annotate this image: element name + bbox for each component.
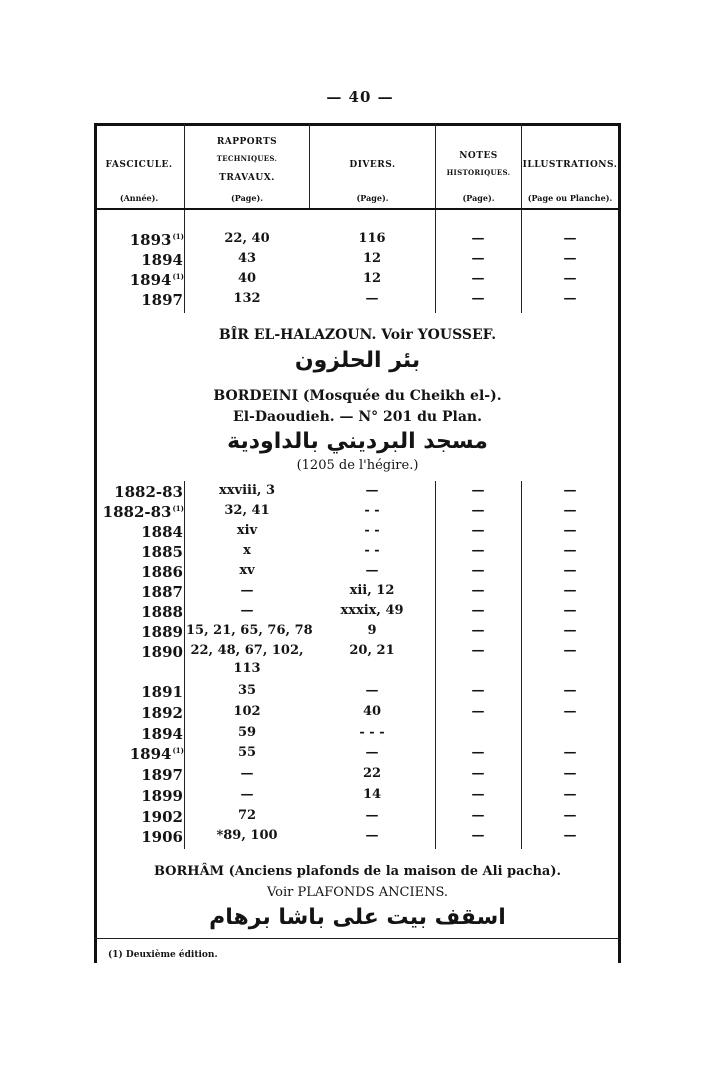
illustrations-cell: — [563, 291, 577, 306]
year-cell: 1891 [141, 683, 183, 701]
notes-cell: — [471, 503, 485, 518]
year-cell: 1887 [141, 583, 183, 601]
rapports-cell: 43 [237, 251, 257, 266]
illustrations-cell: — [563, 603, 577, 618]
notes-cell: — [471, 251, 485, 266]
notes-cell: — [471, 583, 485, 598]
divers-cell: 40 [362, 704, 382, 719]
year-cell: 1899 [141, 787, 183, 805]
notes-cell: — [471, 704, 485, 719]
entry-subtitle-bordeini: El-Daoudieh. — N° 201 du Plan. [233, 409, 482, 425]
entry-title-bir-el-halazoun: BÎR EL-HALAZOUN. Voir YOUSSEF. [218, 327, 497, 343]
year-cell: 1889 [141, 623, 183, 641]
notes-cell: — [471, 543, 485, 558]
table-row [94, 828, 621, 848]
year-cell: 1884 [141, 523, 183, 541]
rapports-cell: 35 [237, 683, 257, 698]
notes-cell: — [471, 271, 485, 286]
divers-cell: xii, 12 [349, 583, 395, 598]
divers-cell: - - [364, 543, 380, 558]
illustrations-cell: — [563, 483, 577, 498]
table-row [94, 231, 621, 251]
year-cell: 1897 [141, 291, 183, 309]
rapports-cell: xxviii, 3 [219, 483, 275, 498]
arabic-name-bordeini: مسجد البرديني بالداودية [227, 429, 488, 454]
year-cell: 1894 [141, 251, 183, 269]
rapports-cell: 72 [237, 808, 257, 823]
index-table [94, 123, 621, 963]
arabic-name-bir-el-halazoun: بئر الحلزون [294, 348, 421, 373]
page-number: — 40 — [326, 88, 394, 106]
year-cell: 1893$^{(1)}$ [129, 231, 184, 249]
rapports-cell: 113 [233, 661, 261, 676]
rapports-cell: — [240, 583, 254, 598]
table-row [94, 766, 621, 786]
illustrations-cell: — [563, 623, 577, 638]
table-row [94, 661, 621, 681]
entry-subtitle-borham: Voir PLAFONDS ANCIENS. [266, 885, 449, 900]
notes-cell: — [471, 683, 485, 698]
notes-cell: — [471, 787, 485, 802]
illustrations-cell: — [563, 523, 577, 538]
header-rapports-line1: RAPPORTS [216, 137, 278, 147]
divers-cell: - - [364, 523, 380, 538]
header-illustrations [522, 123, 618, 209]
illustrations-cell: — [563, 563, 577, 578]
header-rapports-line2: TECHNIQUES. [216, 154, 278, 163]
table-row [94, 523, 621, 543]
hegire-date: (1205 de l'hégire.) [296, 458, 419, 473]
header-divers [310, 123, 435, 209]
rapports-cell: 55 [237, 745, 257, 760]
illustrations-cell: — [563, 543, 577, 558]
entry-title-borham: BORHÂM (Anciens plafonds de la maison de Ali pacha). [153, 864, 562, 879]
divers-cell: — [365, 291, 379, 306]
rapports-cell: 40 [237, 271, 257, 286]
table-row [94, 563, 621, 583]
year-cell: 1882-83 [114, 483, 183, 501]
divers-cell: — [365, 828, 379, 843]
rapports-cell: 22, 40 [224, 231, 270, 246]
year-cell: 1894$^{(1)}$ [129, 271, 184, 289]
illustrations-cell: — [563, 704, 577, 719]
header-notes-unit: (Page). [462, 193, 495, 203]
notes-cell: — [471, 828, 485, 843]
notes-cell: — [471, 291, 485, 306]
rapports-cell: — [240, 603, 254, 618]
notes-cell: — [471, 643, 485, 658]
table-row [94, 271, 621, 291]
table-row [94, 683, 621, 703]
table-row [94, 543, 621, 563]
illustrations-cell: — [563, 828, 577, 843]
notes-cell: — [471, 766, 485, 781]
illustrations-cell: — [563, 745, 577, 760]
table-row [94, 483, 621, 503]
table-row [94, 291, 621, 311]
divers-cell: 14 [362, 787, 382, 802]
illustrations-cell: — [563, 271, 577, 286]
year-cell [94, 661, 184, 679]
year-cell: 1906 [141, 828, 183, 846]
illustrations-cell: — [563, 503, 577, 518]
table-row [94, 643, 621, 663]
year-cell: 1890 [141, 643, 183, 661]
header-fascicule [94, 123, 184, 209]
rapports-cell: xiv [236, 523, 258, 538]
year-cell: 1892 [141, 704, 183, 722]
arabic-name-borham: اسقف بيت على باشا برهام [209, 905, 506, 930]
illustrations-cell: — [563, 643, 577, 658]
divers-cell: 116 [358, 231, 386, 246]
illustrations-cell: — [563, 808, 577, 823]
divers-cell: — [365, 483, 379, 498]
divers-cell: 22 [362, 766, 382, 781]
year-cell: 1902 [141, 808, 183, 826]
table-row [94, 603, 621, 623]
table-row [94, 745, 621, 765]
divers-cell: — [365, 683, 379, 698]
illustrations-cell: — [563, 683, 577, 698]
table-row [94, 704, 621, 724]
rapports-cell: 15, 21, 65, 76, 78 [186, 623, 313, 638]
table-header [94, 123, 621, 209]
header-fascicule-label: FASCICULE. [105, 160, 173, 170]
rapports-cell: — [240, 787, 254, 802]
illustrations-cell: — [563, 766, 577, 781]
divers-cell: — [365, 808, 379, 823]
divers-cell: 12 [362, 271, 382, 286]
table-row [94, 583, 621, 603]
divers-cell: 9 [367, 623, 377, 638]
divers-cell: — [365, 563, 379, 578]
table-row [94, 808, 621, 828]
year-cell: 1885 [141, 543, 183, 561]
rapports-cell: 32, 41 [224, 503, 270, 518]
header-fascicule-unit: (Année). [119, 193, 159, 203]
header-rapports-unit: (Page). [230, 193, 264, 203]
divers-cell: 20, 21 [349, 643, 395, 658]
year-cell: 1888 [141, 603, 183, 621]
year-cell: 1894 [141, 725, 183, 743]
table-row [94, 787, 621, 807]
divers-cell: xxxix, 49 [340, 603, 404, 618]
entry-title-bordeini: BORDEINI (Mosquée du Cheikh el-). [213, 388, 502, 404]
rapports-cell: 102 [233, 704, 261, 719]
notes-cell: — [471, 231, 485, 246]
header-rule [94, 208, 621, 210]
year-cell: 1894$^{(1)}$ [129, 745, 184, 763]
divers-cell: - - [364, 503, 380, 518]
rapports-cell: 132 [233, 291, 261, 306]
table-row [94, 623, 621, 643]
divers-cell: — [365, 745, 379, 760]
header-rapports-line3: TRAVAUX. [219, 173, 275, 183]
rapports-cell: xv [239, 563, 255, 578]
illustrations-cell: — [563, 787, 577, 802]
header-illustrations-unit: (Page ou Planche). [527, 193, 613, 203]
rapports-cell: — [240, 766, 254, 781]
rapports-cell: *89, 100 [216, 828, 278, 843]
year-cell: 1882-83$^{(1)}$ [102, 503, 184, 521]
year-cell: 1897 [141, 766, 183, 784]
header-rapports [185, 123, 309, 209]
header-notes-line2: HISTORIQUES. [446, 168, 511, 177]
notes-cell: — [471, 523, 485, 538]
notes-cell: — [471, 563, 485, 578]
notes-cell: — [471, 745, 485, 760]
notes-cell: — [471, 483, 485, 498]
illustrations-cell: — [563, 583, 577, 598]
header-notes [436, 123, 521, 209]
rapports-cell: 22, 48, 67, 102, [190, 643, 304, 658]
header-notes-line1: NOTES [459, 151, 498, 161]
divers-cell: - - - [359, 725, 385, 740]
rapports-cell: x [243, 543, 251, 558]
footnote-rule [94, 938, 621, 939]
illustrations-cell: — [563, 231, 577, 246]
table-row [94, 251, 621, 271]
footnote: (1) Deuxième édition. [108, 950, 218, 960]
rapports-cell: 59 [237, 725, 257, 740]
illustrations-cell: — [563, 251, 577, 266]
divers-cell: 12 [362, 251, 382, 266]
header-divers-label: DIVERS. [349, 160, 396, 170]
table-row [94, 725, 621, 745]
table-row [94, 503, 621, 523]
header-illustrations-label: ILLUSTRATIONS. [522, 160, 618, 170]
notes-cell: — [471, 808, 485, 823]
notes-cell: — [471, 603, 485, 618]
header-divers-unit: (Page). [356, 193, 389, 203]
year-cell: 1886 [141, 563, 183, 581]
notes-cell: — [471, 623, 485, 638]
